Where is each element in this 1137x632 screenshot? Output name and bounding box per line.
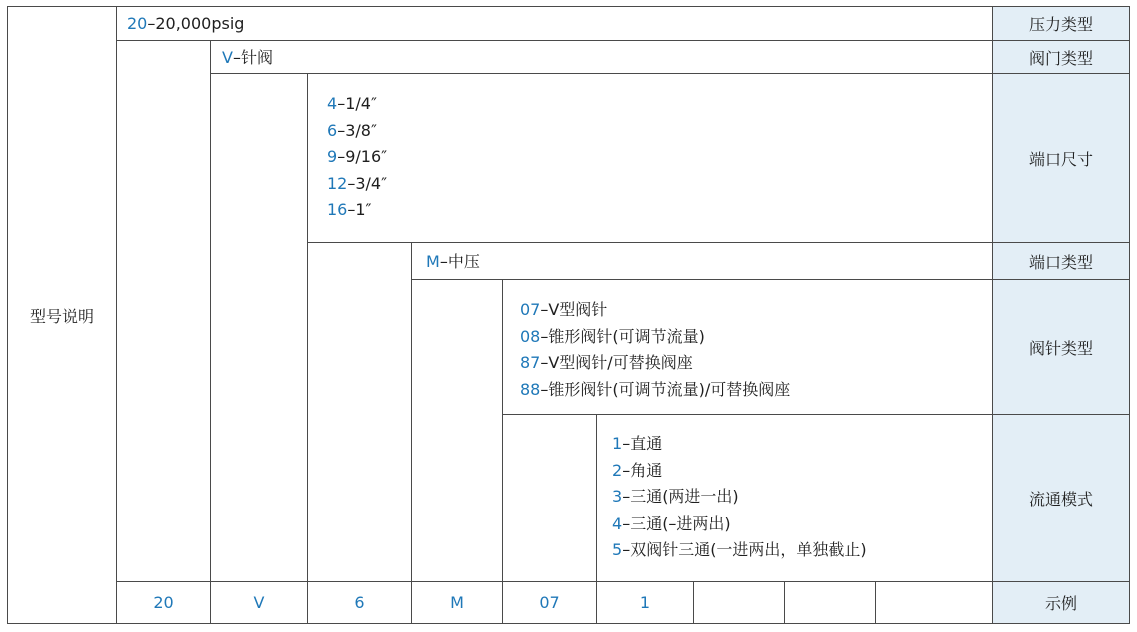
level1-label bbox=[127, 14, 244, 34]
example-cell: 20 bbox=[116, 581, 211, 624]
header-valve-type bbox=[992, 40, 1130, 74]
level2-code: V bbox=[222, 48, 233, 67]
header-port-type bbox=[992, 242, 1130, 280]
spine-col-4 bbox=[411, 279, 503, 582]
list-item: 12–3/4″ bbox=[327, 173, 388, 193]
list-item: 2–角通 bbox=[612, 460, 663, 480]
level1-text: –20,000psig bbox=[147, 14, 245, 33]
list-item: 3–三通(两进一出) bbox=[612, 487, 739, 506]
header-port-size bbox=[992, 73, 1130, 243]
header-port-size-label: 端口尺寸 bbox=[1028, 149, 1093, 169]
level4-cell bbox=[411, 242, 993, 280]
spine-col-2 bbox=[210, 73, 308, 582]
level1-cell bbox=[116, 6, 993, 41]
level2-text: –针阀 bbox=[232, 48, 273, 67]
level2-cell bbox=[210, 40, 993, 74]
header-flow-mode bbox=[992, 414, 1130, 582]
header-stem-type bbox=[992, 279, 1130, 415]
example-cell: 1 bbox=[596, 581, 694, 624]
header-pressure-type bbox=[992, 6, 1130, 41]
level1-code: 20 bbox=[127, 14, 148, 33]
list-item: 08–锥形阀针(可调节流量) bbox=[520, 326, 705, 346]
list-item: 4–三通(–进两出) bbox=[612, 513, 731, 533]
header-valve-type-label: 阀门类型 bbox=[1028, 48, 1093, 68]
level5-cell bbox=[502, 279, 993, 415]
list-item: 9–9/16″ bbox=[327, 147, 388, 166]
header-stem-type-label: 阀针类型 bbox=[1028, 338, 1093, 358]
list-item: 1–直通 bbox=[612, 434, 663, 453]
port-size-list bbox=[327, 91, 387, 224]
flow-mode-list bbox=[612, 431, 867, 564]
example-cell bbox=[875, 581, 993, 624]
list-item: 87–V型阀针/可替换阀座 bbox=[520, 353, 693, 372]
level3-cell bbox=[307, 73, 993, 243]
list-item: 07–V型阀针 bbox=[520, 300, 608, 319]
list-item: 88–锥形阀针(可调节流量)/可替换阀座 bbox=[520, 379, 791, 399]
example-cell: 6 bbox=[307, 581, 412, 624]
list-item: 5–双阀针三通(一进两出，单独截止) bbox=[612, 540, 867, 559]
header-example bbox=[992, 581, 1130, 624]
header-port-type-label: 端口类型 bbox=[1028, 252, 1093, 272]
list-item: 4–1/4″ bbox=[327, 94, 377, 113]
spine-col-5 bbox=[502, 414, 597, 582]
level4-code: M bbox=[426, 252, 440, 271]
example-cell: V bbox=[210, 581, 308, 624]
header-flow-mode-label: 流通模式 bbox=[1028, 489, 1093, 509]
spine-col-3 bbox=[307, 242, 412, 582]
side-label-cell bbox=[7, 6, 117, 624]
spine-col-1 bbox=[116, 40, 211, 582]
example-cell: 07 bbox=[502, 581, 597, 624]
level4-text: –中压 bbox=[439, 252, 480, 271]
example-cell: M bbox=[411, 581, 503, 624]
list-item: 6–3/8″ bbox=[327, 120, 377, 140]
list-item: 16–1″ bbox=[327, 200, 372, 219]
side-label: 型号说明 bbox=[29, 306, 94, 326]
stem-type-list bbox=[520, 297, 790, 403]
example-cell bbox=[693, 581, 785, 624]
level4-label bbox=[426, 252, 480, 272]
header-pressure-type-label: 压力类型 bbox=[1028, 15, 1093, 34]
level2-label bbox=[222, 48, 273, 68]
example-cell bbox=[784, 581, 876, 624]
header-example-label: 示例 bbox=[1044, 594, 1077, 613]
level6-cell bbox=[596, 414, 993, 582]
